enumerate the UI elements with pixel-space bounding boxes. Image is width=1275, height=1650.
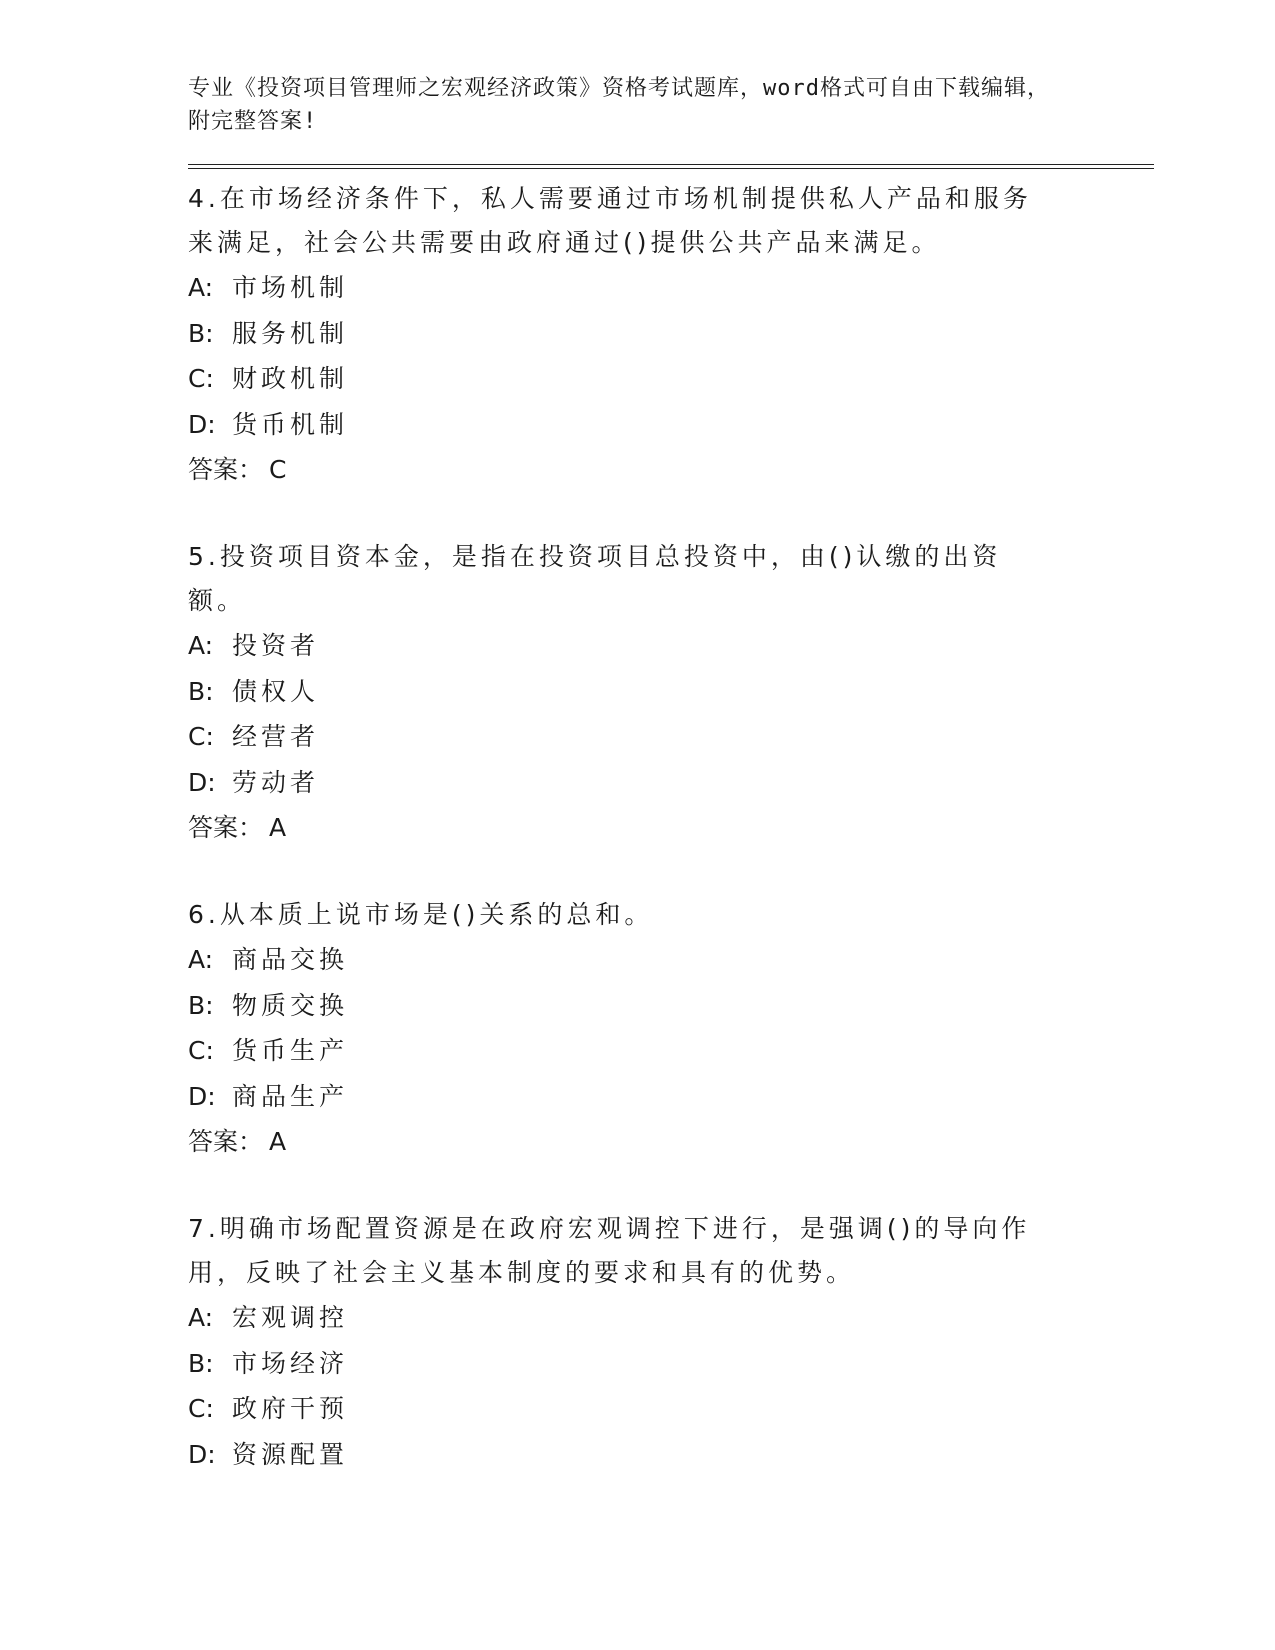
question-6 xyxy=(188,893,1158,1164)
option-c xyxy=(188,1028,1158,1074)
option-letter: D: xyxy=(188,409,216,439)
question-number: 6. xyxy=(188,900,220,929)
answer-label: 答案： xyxy=(188,455,264,484)
option-a xyxy=(188,937,1158,983)
option-text: 政府干预 xyxy=(232,1394,349,1423)
question-text xyxy=(188,177,1048,265)
option-text: 市场机制 xyxy=(232,273,349,302)
question-number: 5. xyxy=(188,542,220,571)
answer-line xyxy=(188,1119,1158,1164)
answer-label: 答案： xyxy=(188,813,264,842)
answer-line xyxy=(188,805,1158,850)
option-letter: D: xyxy=(188,1439,216,1469)
question-stem: 明确市场配置资源是在政府宏观调控下进行，是强调()的导向作用，反映了社会主义基本制度的要求和具有的优势。 xyxy=(188,1214,1031,1287)
document-header: 专业《投资项目管理师之宏观经济政策》资格考试题库，word格式可自由下载编辑，附完整答案! xyxy=(188,76,1050,134)
option-letter: B: xyxy=(188,1348,214,1378)
option-d xyxy=(188,402,1158,448)
option-text: 市场经济 xyxy=(232,1348,349,1378)
option-letter: C: xyxy=(188,722,214,751)
option-c xyxy=(188,356,1158,402)
option-text: 服务机制 xyxy=(232,318,349,348)
option-letter: D: xyxy=(188,1081,216,1111)
option-text: 投资者 xyxy=(232,631,320,660)
option-letter: A: xyxy=(188,273,214,302)
option-a xyxy=(188,1295,1158,1341)
option-a xyxy=(188,623,1158,669)
option-letter: A: xyxy=(188,631,214,660)
answer-value: A xyxy=(269,813,287,842)
question-number: 4. xyxy=(188,184,220,213)
answer-label: 答案： xyxy=(188,1127,264,1156)
question-stem: 从本质上说市场是()关系的总和。 xyxy=(219,900,654,929)
question-stem: 在市场经济条件下，私人需要通过市场机制提供私人产品和服务来满足，社会公共需要由政府通过()提供公共产品来满足。 xyxy=(188,184,1032,257)
option-text: 宏观调控 xyxy=(232,1303,349,1332)
answer-line xyxy=(188,447,1158,492)
option-text: 债权人 xyxy=(232,676,320,706)
option-b xyxy=(188,669,1158,715)
option-letter: B: xyxy=(188,318,214,348)
option-c xyxy=(188,1386,1158,1432)
option-text: 劳动者 xyxy=(232,767,320,797)
question-number: 7. xyxy=(188,1214,220,1243)
option-text: 货币生产 xyxy=(232,1036,349,1065)
option-letter: C: xyxy=(188,364,214,393)
option-b xyxy=(188,1341,1158,1387)
answer-value: C xyxy=(269,455,287,484)
question-4 xyxy=(188,177,1158,492)
option-d xyxy=(188,1432,1158,1478)
option-letter: A: xyxy=(188,945,214,974)
option-text: 经营者 xyxy=(232,722,320,751)
option-letter: B: xyxy=(188,676,214,706)
option-letter: C: xyxy=(188,1394,214,1423)
option-text: 货币机制 xyxy=(232,409,349,439)
option-text: 财政机制 xyxy=(232,364,349,393)
option-d xyxy=(188,760,1158,806)
option-b xyxy=(188,983,1158,1029)
option-letter: D: xyxy=(188,767,216,797)
question-text xyxy=(188,893,1048,937)
option-text: 商品交换 xyxy=(232,945,349,974)
option-a xyxy=(188,265,1158,311)
question-text xyxy=(188,535,1048,623)
option-letter: B: xyxy=(188,990,214,1020)
option-text: 物质交换 xyxy=(232,990,349,1020)
answer-value: A xyxy=(269,1127,287,1156)
option-letter: C: xyxy=(188,1036,214,1065)
document-page xyxy=(188,72,1158,1477)
question-7 xyxy=(188,1207,1158,1477)
question-text xyxy=(188,1207,1048,1295)
option-text: 资源配置 xyxy=(232,1439,349,1469)
question-5 xyxy=(188,535,1158,850)
question-stem: 投资项目资本金，是指在投资项目总投资中，由()认缴的出资额。 xyxy=(188,542,1002,615)
option-text: 商品生产 xyxy=(232,1081,349,1111)
option-d xyxy=(188,1074,1158,1120)
option-c xyxy=(188,714,1158,760)
option-b xyxy=(188,311,1158,357)
option-letter: A: xyxy=(188,1303,214,1332)
